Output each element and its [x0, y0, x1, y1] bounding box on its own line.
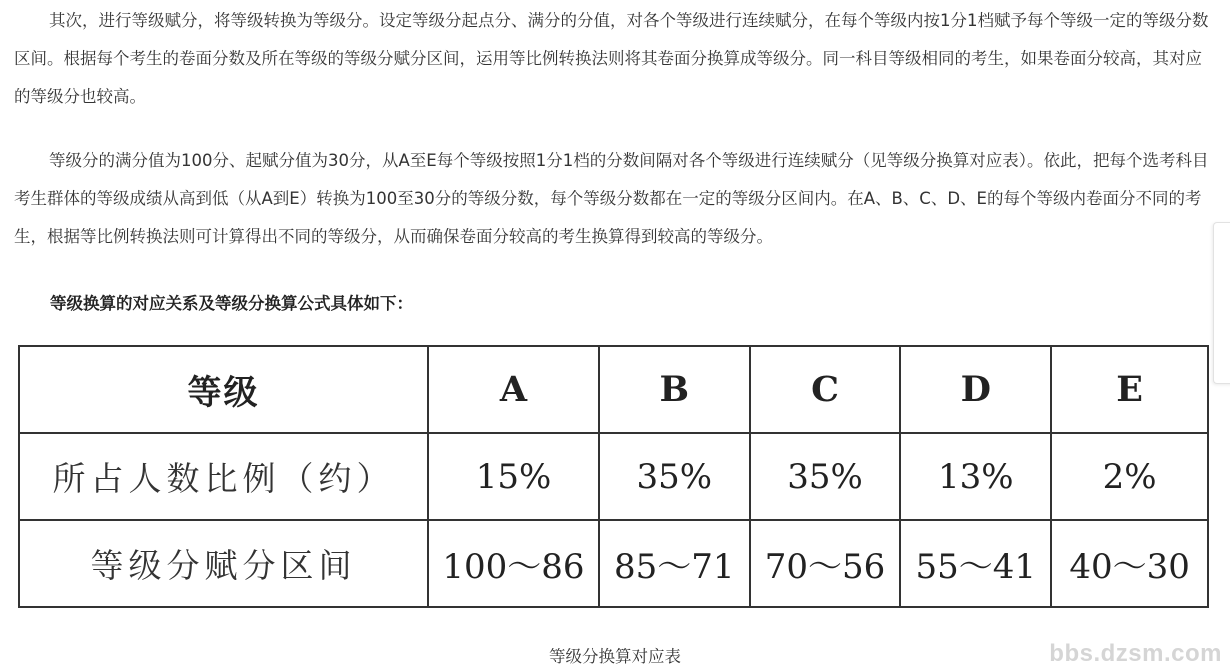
- range-a-cell: 100～86: [428, 520, 599, 607]
- ratio-row-label: 所占人数比例（约）: [19, 433, 428, 520]
- header-grade-label: 等级: [19, 346, 428, 433]
- grade-a-header: A: [428, 346, 599, 433]
- floating-side-tab[interactable]: [1213, 222, 1230, 384]
- ratio-a-cell: 15%: [428, 433, 599, 520]
- paragraph-text: 其次，进行等级赋分，将等级转换为等级分。设定等级分起点分、满分的分值，对各个等级进行连续赋分，在每个等级内按1分1档赋予每个等级一定的等级分数区间。根据每个考生的卷面分数及所在等级的等级分赋分区间，运用等比例转换法则将其卷面分换算成等级分。同一科目等级相同的考生，如果卷面分较高，其对应的等级分也较高。: [14, 11, 1209, 106]
- table-row-range: [19, 520, 1208, 607]
- range-row-label: 等级分赋分区间: [19, 520, 428, 607]
- ratio-c-cell: 35%: [750, 433, 901, 520]
- table-row-ratio: [19, 433, 1208, 520]
- grade-b-header: B: [599, 346, 750, 433]
- table-intro-heading: 等级换算的对应关系及等级分换算公式具体如下：: [50, 294, 413, 313]
- ratio-e-cell: 2%: [1051, 433, 1208, 520]
- range-b-cell: 85～71: [599, 520, 750, 607]
- paragraph-grade-assignment: [14, 2, 1214, 116]
- ratio-b-cell: 35%: [599, 433, 750, 520]
- grade-conversion-table: [18, 345, 1209, 608]
- range-d-cell: 55～41: [900, 520, 1051, 607]
- paragraph-grade-score-range: [14, 142, 1214, 256]
- table-caption: 等级分换算对应表: [549, 647, 681, 666]
- table-row-grades: [19, 346, 1208, 433]
- grade-c-header: C: [750, 346, 901, 433]
- site-watermark: bbs.dzsm.com: [1049, 640, 1222, 667]
- range-e-cell: 40～30: [1051, 520, 1208, 607]
- ratio-d-cell: 13%: [900, 433, 1051, 520]
- grade-e-header: E: [1051, 346, 1208, 433]
- paragraph-text: 等级分的满分值为100分、起赋分值为30分，从A至E每个等级按照1分1档的分数间隔对各个等级进行连续赋分（见等级分换算对应表）。依此，把每个选考科目考生群体的等级成绩从高到低（从A到E）转换为100至30分的等级分数，每个等级分数都在一定的等级分区间内。在A、B、C、D、E的每个等级内卷面分不同的考生，根据等比例转换法则可计算得出不同的等级分，从而确保卷面分较高的考生换算得到较高的等级分。: [14, 151, 1209, 246]
- grade-d-header: D: [900, 346, 1051, 433]
- range-c-cell: 70～56: [750, 520, 901, 607]
